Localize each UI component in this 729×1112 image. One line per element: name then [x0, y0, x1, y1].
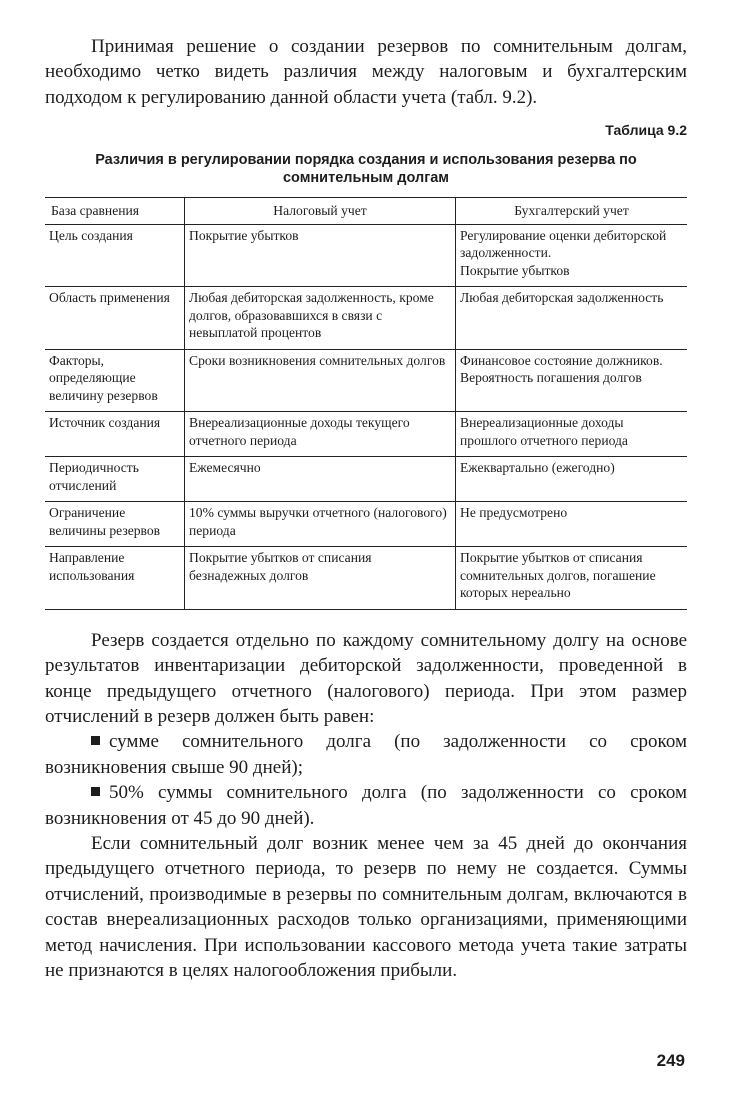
cell-base: Направление использования — [45, 547, 185, 610]
cell-accounting: Покрытие убытков от списания сомнительных долгов, погашение которых нереально — [456, 547, 688, 610]
cell-accounting: Ежеквартально (ежегодно) — [456, 457, 688, 502]
page-number: 249 — [656, 1051, 685, 1070]
page-content — [45, 34, 687, 983]
bullet-item — [45, 780, 687, 831]
table-row — [45, 349, 687, 412]
post-table-text — [45, 628, 687, 984]
cell-base: Цель создания — [49, 227, 133, 243]
table-row — [45, 287, 687, 350]
cell-accounting: Внереализационные доходы прошлого отчетного периода — [456, 412, 688, 457]
cell-base: Периодичность отчислений — [45, 457, 185, 502]
table-body — [45, 224, 687, 609]
square-bullet-icon — [91, 787, 100, 796]
header-tax: Налоговый учет — [185, 198, 456, 225]
header-base: База сравнения — [45, 198, 185, 225]
bullet-text: 50% суммы сомнительного долга (по задолженности со сроком возникновения от 45 до 90 дней). — [45, 782, 687, 829]
intro-paragraph: Принимая решение о создании резервов по сомнительным долгам, необходимо четко видеть различия между налоговым и бухгалтерским подходом к регулированию данной области учета (табл. 9.2). — [45, 36, 687, 108]
paragraph-3: Если сомнительный долг возник менее чем за 45 дней до окончания предыдущего отчетного периода, то резерв по нему не создается. Суммы отчислений, производимые в резервы по сомнительным долгам, включаются в состав внереализационных расходов только организациями, применяющими метод начисления. При использовании кассового метода учета такие затраты не признаются в целях налогообложения прибыли. — [45, 832, 687, 981]
bullet-text: сумме сомнительного долга (по задолженности со сроком возникновения свыше 90 дней); — [45, 731, 687, 778]
cell-base: Источник создания — [45, 412, 185, 457]
cell-tax: Покрытие убытков от списания безнадежных долгов — [185, 547, 456, 610]
square-bullet-icon — [91, 736, 100, 745]
table-title: Различия в регулировании порядка создания и использования резерва по сомнительным долгам — [95, 152, 637, 187]
cell-accounting: Финансовое состояние должников. Вероятность погашения долгов — [456, 349, 688, 412]
bullet-item — [45, 729, 687, 780]
cell-tax: Покрытие убытков — [185, 224, 456, 287]
comparison-table — [45, 197, 687, 610]
table-row — [45, 224, 687, 287]
cell-base: Факторы, определяющие величину резервов — [45, 349, 185, 412]
cell-base: Ограничение величины резервов — [45, 502, 185, 547]
cell-tax: Внереализационные доходы текущего отчетного периода — [185, 412, 456, 457]
paragraph-2: Резерв создается отдельно по каждому сомнительному долгу на основе результатов инвентаризации дебиторской задолженности, проведенной в конце предыдущего отчетного (налогового) периода. При этом размер отчислений в резерв должен быть равен: — [45, 629, 687, 727]
cell-accounting: Любая дебиторская задолженность — [456, 287, 688, 350]
table-row — [45, 412, 687, 457]
table-row — [45, 457, 687, 502]
table-label: Таблица 9.2 — [605, 122, 687, 139]
cell-accounting: Регулирование оценки дебиторской задолженности. Покрытие убытков — [456, 224, 688, 287]
table-row — [45, 502, 687, 547]
table-row — [45, 547, 687, 610]
cell-tax: Любая дебиторская задолженность, кроме долгов, образовавшихся в связи с невыплатой процентов — [185, 287, 456, 350]
header-accounting: Бухгалтерский учет — [456, 198, 688, 225]
table-header-row — [45, 198, 687, 225]
cell-tax: 10% суммы выручки отчетного (налогового) периода — [185, 502, 456, 547]
cell-tax: Ежемесячно — [185, 457, 456, 502]
cell-tax: Сроки возникновения сомнительных долгов — [185, 349, 456, 412]
cell-accounting: Не предусмотрено — [456, 502, 688, 547]
cell-base: Область применения — [45, 287, 185, 350]
